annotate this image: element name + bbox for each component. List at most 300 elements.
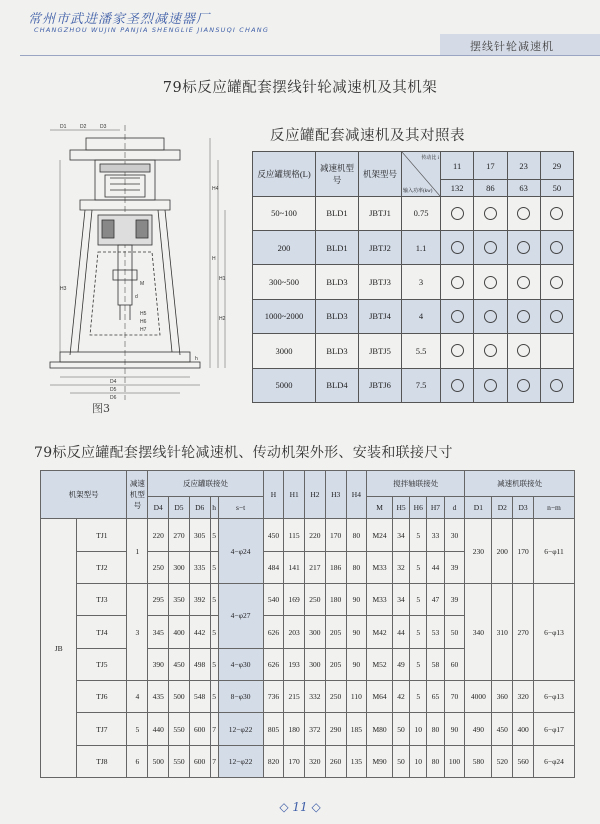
h0-cell: 484 [263,551,284,583]
dim-label: H2 [219,316,226,322]
col-frame: 机架型号 [41,471,127,519]
h0-cell: 540 [263,584,284,616]
dim-label: D4 [110,379,117,385]
col-h4: H4 [346,471,367,519]
d5-cell: 350 [169,584,190,616]
h1-cell: 141 [284,551,305,583]
h3-cell: 205 [325,648,346,680]
h6-cell: 5 [410,681,427,713]
table-row [253,196,574,230]
h2-cell: 320 [305,745,326,777]
section-title: 摆线针轮减速机 [470,40,554,53]
h1-cell: 193 [284,648,305,680]
dim-label: D1 [60,124,67,130]
h4-cell: 185 [346,713,367,745]
d4-cell: 220 [148,519,169,551]
frame-cell: JBTJ1 [359,196,402,230]
h3-cell: 290 [325,713,346,745]
d6-cell: 335 [189,551,210,583]
h1-cell: 170 [284,745,305,777]
d-cell: 60 [444,648,465,680]
m-cell: M33 [367,584,393,616]
frame-cell: JBTJ2 [359,230,402,264]
reducer-num-cell: 3 [127,584,148,681]
d-cell: 70 [444,681,465,713]
d3-cell: 560 [513,745,534,777]
circle-mark-icon [484,276,497,289]
h0-cell: 626 [263,616,284,648]
h6-cell: 5 [410,616,427,648]
h6-cell: 5 [410,584,427,616]
mark-cell [507,368,540,402]
m-cell: M90 [367,745,393,777]
h-cell: 7 [210,713,218,745]
tj-cell: TJ2 [77,551,127,583]
col-d: d [444,497,465,519]
circle-mark-icon [550,276,563,289]
reducer-cell: BLD1 [316,196,359,230]
d1-cell: 490 [465,713,492,745]
circle-mark-icon [484,241,497,254]
power-cell: 0.75 [402,196,441,230]
col-frame: 机架型号 [359,152,402,197]
col-h3: H3 [325,471,346,519]
circle-mark-icon [517,344,530,357]
d6-cell: 305 [189,519,210,551]
mark-cell [441,230,474,264]
dim-label: h [195,356,198,362]
mark-cell [540,299,573,333]
h4-cell: 80 [346,551,367,583]
col-reducer: 减速机型号 [316,152,359,197]
circle-mark-icon [484,344,497,357]
dim-label: H6 [140,319,147,325]
st-cell: 4−φ24 [218,519,263,584]
ratio-cell: 11 [441,152,474,180]
h7-cell: 65 [427,681,444,713]
table-row [41,519,575,551]
spec-cell: 1000~2000 [253,299,316,333]
h5-cell: 44 [392,616,409,648]
d3-cell: 170 [513,519,534,584]
dim-label: M [140,281,145,287]
d2-cell: 310 [492,584,513,681]
h4-cell: 80 [346,519,367,551]
mark-cell [507,334,540,368]
h-cell: 5 [210,681,218,713]
col-d6: D6 [189,497,210,519]
mark-cell [441,196,474,230]
dim-label: D5 [110,387,117,393]
h2-cell: 300 [305,648,326,680]
col-d4: D4 [148,497,169,519]
table2-title: 79标反应罐配套摆线针轮减速机、传动机架外形、安装和联接尺寸 [34,445,453,461]
h3-cell: 186 [325,551,346,583]
h-cell: 5 [210,616,218,648]
col-d5: D5 [169,497,190,519]
d5-cell: 550 [169,713,190,745]
mark-cell [507,230,540,264]
power-cell: 1.1 [402,230,441,264]
col-diag [402,152,441,197]
h0-cell: 820 [263,745,284,777]
table-header-row [253,152,574,180]
mark-cell [540,196,573,230]
col-spec: 反应罐规格(L) [253,152,316,197]
mark-cell [474,368,507,402]
circle-mark-icon [451,379,464,392]
d2-cell: 200 [492,519,513,584]
mark-cell [507,299,540,333]
d5-cell: 550 [169,745,190,777]
h5-cell: 49 [392,648,409,680]
h0-cell: 450 [263,519,284,551]
spec-cell: 50~100 [253,196,316,230]
dim-label: H1 [219,276,226,282]
d6-cell: 548 [189,681,210,713]
d5-cell: 450 [169,648,190,680]
circle-mark-icon [517,241,530,254]
h6-cell: 10 [410,745,427,777]
h5-cell: 32 [392,551,409,583]
d4-cell: 435 [148,681,169,713]
tj-cell: TJ4 [77,616,127,648]
ratio-cell: 29 [540,152,573,180]
h7-cell: 44 [427,551,444,583]
reducer-num-cell: 4 [127,681,148,713]
d5-cell: 270 [169,519,190,551]
d1-cell: 4000 [465,681,492,713]
d2-cell: 450 [492,713,513,745]
power-cell: 5.5 [402,334,441,368]
m-cell: M52 [367,648,393,680]
m-cell: M33 [367,551,393,583]
h5-cell: 50 [392,713,409,745]
main-title: 79标反应罐配套摆线针轮减速机及其机架 [162,80,438,96]
nm-cell: 6−φ13 [534,584,575,681]
tj-cell: TJ7 [77,713,127,745]
mark-cell [474,334,507,368]
h1-cell: 203 [284,616,305,648]
mark-cell [540,334,573,368]
col-hh: h [210,497,218,519]
col-m: M [367,497,393,519]
page-number-value: 11 [292,800,308,814]
spec-cell: 300~500 [253,265,316,299]
st-cell: 12−φ22 [218,745,263,777]
h5-cell: 42 [392,681,409,713]
circle-mark-icon [484,310,497,323]
col-h2: H2 [305,471,326,519]
group-red-conn: 减速机联接处 [465,471,575,497]
table-row [41,745,575,777]
group-mixer: 搅拌轴联接处 [367,471,465,497]
mark-cell [540,368,573,402]
reducer-cell: BLD3 [316,334,359,368]
reducer-num-cell: 1 [127,519,148,584]
d-cell: 50 [444,616,465,648]
table-row [41,584,575,616]
h4-cell: 110 [346,681,367,713]
col-h6: H6 [410,497,427,519]
tj-cell: TJ6 [77,681,127,713]
ratio-cell: 17 [474,152,507,180]
st-cell: 4−φ30 [218,648,263,680]
spec-cell: 3000 [253,334,316,368]
h0-cell: 736 [263,681,284,713]
h4-cell: 90 [346,648,367,680]
circle-mark-icon [451,310,464,323]
header-rule [20,55,600,56]
circle-mark-icon [517,207,530,220]
dim-label: D6 [110,395,117,401]
table-header-row [41,471,575,497]
d6-cell: 392 [189,584,210,616]
table-row [253,368,574,402]
d6-cell: 600 [189,745,210,777]
d6-cell: 442 [189,616,210,648]
st-cell: 4−φ27 [218,584,263,649]
circle-mark-icon [484,379,497,392]
frame-cell: JBTJ3 [359,265,402,299]
frame-cell: JBTJ6 [359,368,402,402]
tj-cell: TJ1 [77,519,127,551]
h1-cell: 115 [284,519,305,551]
d3-cell: 270 [513,584,534,681]
spec-cell: 200 [253,230,316,264]
reducer-cell: BLD4 [316,368,359,402]
mark-cell [441,368,474,402]
d4-cell: 500 [148,745,169,777]
d-cell: 100 [444,745,465,777]
dim-label: D3 [100,124,107,130]
h1-cell: 180 [284,713,305,745]
h7-cell: 80 [427,713,444,745]
reducer-table [252,151,574,403]
h-cell: 5 [210,551,218,583]
frame-cell: JBTJ5 [359,334,402,368]
table-row [253,334,574,368]
m-cell: M24 [367,519,393,551]
circle-mark-icon [517,379,530,392]
h3-cell: 180 [325,584,346,616]
d4-cell: 250 [148,551,169,583]
dim-label: H7 [140,327,147,333]
speed-cell: 86 [474,180,507,196]
figure-label: 图3 [92,402,110,415]
d3-cell: 400 [513,713,534,745]
col-nm: n−m [534,497,575,519]
col-d3: D3 [513,497,534,519]
nm-cell: 6−φ17 [534,713,575,745]
mark-cell [474,196,507,230]
h-cell: 7 [210,745,218,777]
m-cell: M42 [367,616,393,648]
table-row [41,713,575,745]
dim-label: d [135,294,138,300]
diag-bottom: 输入功率(kw) [403,188,433,194]
col-d2: D2 [492,497,513,519]
d1-cell: 580 [465,745,492,777]
d-cell: 39 [444,584,465,616]
d2-cell: 360 [492,681,513,713]
h7-cell: 80 [427,745,444,777]
mark-cell [441,334,474,368]
col-d1: D1 [465,497,492,519]
circle-mark-icon [451,276,464,289]
nm-cell: 6−φ24 [534,745,575,777]
reducer-num-cell: 5 [127,713,148,745]
h-cell: 5 [210,648,218,680]
h3-cell: 170 [325,519,346,551]
h3-cell: 260 [325,745,346,777]
page-number: ◇ 11 ◇ [279,800,321,814]
h-cell: 5 [210,519,218,551]
page-header [0,0,600,56]
d3-cell: 320 [513,681,534,713]
circle-mark-icon [550,310,563,323]
group-tank: 反应罐联接处 [148,471,263,497]
reducer-num-cell: 6 [127,745,148,777]
d-cell: 30 [444,519,465,551]
m-cell: M64 [367,681,393,713]
h2-cell: 372 [305,713,326,745]
nm-cell: 6−φ13 [534,681,575,713]
h0-cell: 626 [263,648,284,680]
col-h1: H1 [284,471,305,519]
d6-cell: 600 [189,713,210,745]
table-row [253,299,574,333]
circle-mark-icon [550,241,563,254]
dimension-table [40,470,575,778]
dim-label: H3 [60,286,67,292]
table-row [41,681,575,713]
company-name-cn: 常州市武进潘家圣烈减速器厂 [28,12,211,27]
col-h5: H5 [392,497,409,519]
h4-cell: 135 [346,745,367,777]
h6-cell: 5 [410,519,427,551]
mark-cell [540,265,573,299]
st-cell: 8−φ30 [218,681,263,713]
mark-cell [474,265,507,299]
tj-cell: TJ5 [77,648,127,680]
d1-cell: 340 [465,584,492,681]
frame-cell: JBTJ4 [359,299,402,333]
mark-cell [540,230,573,264]
mark-cell [507,196,540,230]
circle-mark-icon [451,344,464,357]
d4-cell: 345 [148,616,169,648]
table-row [253,230,574,264]
h6-cell: 10 [410,713,427,745]
circle-mark-icon [550,379,563,392]
d4-cell: 390 [148,648,169,680]
d2-cell: 520 [492,745,513,777]
d4-cell: 295 [148,584,169,616]
h2-cell: 220 [305,519,326,551]
d5-cell: 300 [169,551,190,583]
circle-mark-icon [451,241,464,254]
d5-cell: 500 [169,681,190,713]
circle-mark-icon [517,310,530,323]
m-cell: M80 [367,713,393,745]
mark-cell [474,299,507,333]
h1-cell: 215 [284,681,305,713]
speed-cell: 132 [441,180,474,196]
h-cell: 5 [210,584,218,616]
d6-cell: 498 [189,648,210,680]
technical-drawing [40,120,230,410]
h7-cell: 47 [427,584,444,616]
dim-label: H5 [140,311,147,317]
circle-mark-icon [550,207,563,220]
dim-label: H4 [212,186,219,192]
col-reducer: 减速机型号 [127,471,148,519]
circle-mark-icon [517,276,530,289]
h7-cell: 53 [427,616,444,648]
spec-cell: 5000 [253,368,316,402]
h2-cell: 250 [305,584,326,616]
circle-mark-icon [451,207,464,220]
company-name-en: CHANGZHOU WUJIN PANJIA SHENGLIE JIANSUQI CHANG [34,26,270,34]
h6-cell: 5 [410,551,427,583]
h7-cell: 33 [427,519,444,551]
mark-cell [441,299,474,333]
h2-cell: 217 [305,551,326,583]
h4-cell: 90 [346,616,367,648]
tj-cell: TJ8 [77,745,127,777]
d-cell: 90 [444,713,465,745]
tj-cell: TJ3 [77,584,127,616]
speed-cell: 50 [540,180,573,196]
col-h: H [263,471,284,519]
speed-cell: 63 [507,180,540,196]
mark-cell [474,230,507,264]
dim-label: H [212,256,216,262]
d-cell: 39 [444,551,465,583]
d1-cell: 230 [465,519,492,584]
h0-cell: 805 [263,713,284,745]
table-row [253,265,574,299]
h5-cell: 50 [392,745,409,777]
h4-cell: 90 [346,584,367,616]
mark-cell [507,265,540,299]
diag-top: 传动比 i [421,156,439,161]
power-cell: 7.5 [402,368,441,402]
power-cell: 3 [402,265,441,299]
dim-label: D2 [80,124,87,130]
power-cell: 4 [402,299,441,333]
nm-cell: 6−φ11 [534,519,575,584]
jb-cell: JB [41,519,77,778]
mark-cell [441,265,474,299]
table1-title: 反应罐配套减速机及其对照表 [270,128,465,144]
st-cell: 12−φ22 [218,713,263,745]
h7-cell: 58 [427,648,444,680]
h3-cell: 250 [325,681,346,713]
h5-cell: 34 [392,519,409,551]
reducer-cell: BLD3 [316,265,359,299]
h1-cell: 169 [284,584,305,616]
col-h7: H7 [427,497,444,519]
ratio-cell: 23 [507,152,540,180]
h6-cell: 5 [410,648,427,680]
d5-cell: 400 [169,616,190,648]
h2-cell: 300 [305,616,326,648]
d4-cell: 440 [148,713,169,745]
h2-cell: 332 [305,681,326,713]
reducer-cell: BLD1 [316,230,359,264]
